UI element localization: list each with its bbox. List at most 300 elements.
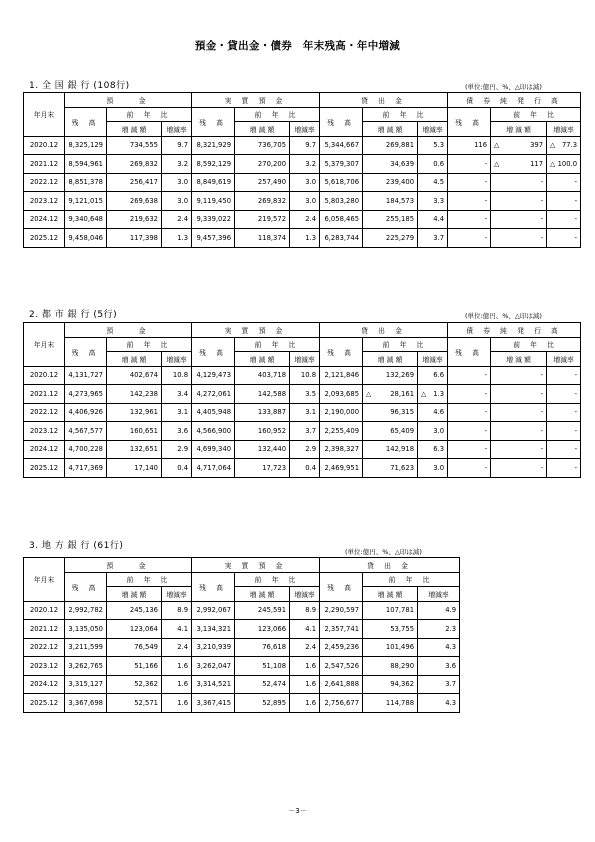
table-row	[24, 675, 460, 694]
deposit-change: 52,571	[107, 694, 162, 713]
deposit-change: 256,417	[107, 173, 162, 192]
loan-change: 225,279	[363, 229, 418, 248]
real-deposit-balance: 3,367,415	[192, 694, 235, 713]
loan-rate-value: 1.3	[433, 389, 445, 398]
loan-balance: 6,058,465	[320, 210, 363, 229]
deposit-rate: 1.3	[162, 229, 192, 248]
header-balance: 残 高	[65, 572, 107, 601]
real-deposit-change: 245,591	[235, 601, 290, 620]
deposit-rate: 3.1	[162, 403, 192, 422]
table-row	[24, 192, 581, 211]
header-amount: 増 減 額	[235, 122, 290, 137]
loan-balance: 5,803,280	[320, 192, 363, 211]
year-cell: 2021.12	[24, 155, 65, 174]
real-deposit-rate: 3.1	[290, 403, 320, 422]
loan-change: 107,781	[363, 601, 418, 620]
real-deposit-balance: 4,566,900	[192, 422, 235, 441]
real-deposit-change: 269,832	[235, 192, 290, 211]
real-deposit-rate: 1.3	[290, 229, 320, 248]
section-3-unit: (単位:億円、%、△印は減)	[345, 548, 422, 556]
bond-rate: -	[547, 366, 581, 385]
header-real-deposit: 実 質 預 金	[192, 558, 320, 573]
loan-change-value: 71,623	[390, 463, 415, 472]
decrease-mark: △	[366, 389, 372, 398]
loan-change-value: 142,918	[385, 445, 415, 454]
bond-change	[491, 155, 547, 174]
header-bond: 債 券 純 発 行 高	[448, 323, 581, 338]
loan-rate: 4.5	[418, 173, 448, 192]
table-row	[24, 422, 581, 441]
real-deposit-balance: 8,321,929	[192, 136, 235, 155]
year-cell: 2020.12	[24, 136, 65, 155]
deposit-change: 142,238	[107, 385, 162, 404]
real-deposit-change: 736,705	[235, 136, 290, 155]
header-balance: 残 高	[320, 107, 363, 136]
loan-rate	[418, 440, 448, 459]
loan-change-value: 65,409	[390, 426, 415, 435]
real-deposit-change: 403,718	[235, 366, 290, 385]
bond-balance: -	[448, 173, 491, 192]
loan-balance: 2,756,677	[320, 694, 363, 713]
header-amount: 増 減 額	[235, 587, 290, 602]
real-deposit-rate: 2.4	[290, 210, 320, 229]
real-deposit-rate: 9.7	[290, 136, 320, 155]
header-amount: 増 減 額	[491, 352, 547, 367]
deposit-balance: 4,131,727	[65, 366, 107, 385]
real-deposit-change: 270,200	[235, 155, 290, 174]
header-real-deposit: 実 質 預 金	[192, 93, 320, 108]
header-amount: 増 減 額	[235, 352, 290, 367]
deposit-change: 117,398	[107, 229, 162, 248]
deposit-change: 123,064	[107, 620, 162, 639]
deposit-rate: 0.4	[162, 459, 192, 478]
year-cell: 2020.12	[24, 366, 65, 385]
header-amount: 増 減 額	[107, 587, 162, 602]
deposit-change: 17,140	[107, 459, 162, 478]
deposit-change: 269,638	[107, 192, 162, 211]
page-number: －3－	[288, 807, 307, 815]
loan-change: 184,573	[363, 192, 418, 211]
deposit-balance: 2,992,782	[65, 601, 107, 620]
real-deposit-rate: 2.9	[290, 440, 320, 459]
bond-balance: -	[448, 229, 491, 248]
section-1-heading: 1. 全 国 銀 行 (108行)	[29, 81, 130, 91]
bond-rate-value: -	[574, 233, 578, 242]
table-row	[24, 403, 581, 422]
real-deposit-change: 123,066	[235, 620, 290, 639]
real-deposit-rate: 3.2	[290, 155, 320, 174]
year-cell: 2024.12	[24, 440, 65, 459]
deposit-change: 52,362	[107, 675, 162, 694]
bond-balance: -	[448, 192, 491, 211]
real-deposit-change: 17,723	[235, 459, 290, 478]
bond-balance: 116	[448, 136, 491, 155]
bond-change-value: -	[540, 233, 544, 242]
loan-balance: 2,093,685	[320, 385, 363, 404]
deposit-rate: 3.0	[162, 192, 192, 211]
year-cell: 2020.12	[24, 601, 65, 620]
loan-change: 269,881	[363, 136, 418, 155]
real-deposit-balance: 3,210,939	[192, 638, 235, 657]
real-deposit-change: 76,618	[235, 638, 290, 657]
table-row	[24, 366, 581, 385]
year-cell: 2024.12	[24, 675, 65, 694]
header-yoy: 前 年 比	[107, 572, 192, 587]
loan-rate: 4.9	[418, 601, 460, 620]
deposit-balance: 4,567,577	[65, 422, 107, 441]
real-deposit-rate: 1.6	[290, 675, 320, 694]
table-row	[24, 136, 581, 155]
header-yoy: 前 年 比	[235, 107, 320, 122]
loan-rate: 3.7	[418, 229, 448, 248]
bond-rate: -	[547, 440, 581, 459]
decrease-mark: △	[494, 141, 500, 150]
table-row	[24, 459, 581, 478]
header-balance: 残 高	[192, 572, 235, 601]
header-year: 年月末	[24, 93, 65, 137]
deposit-balance: 9,121,015	[65, 192, 107, 211]
year-cell: 2024.12	[24, 210, 65, 229]
real-deposit-change: 257,490	[235, 173, 290, 192]
header-rate: 増減率	[547, 352, 581, 367]
header-rate: 増減率	[418, 352, 448, 367]
deposit-change: 269,832	[107, 155, 162, 174]
bond-change	[491, 210, 547, 229]
loan-change: 101,496	[363, 638, 418, 657]
header-rate: 増減率	[162, 587, 192, 602]
deposit-rate: 4.1	[162, 620, 192, 639]
bond-change: -	[491, 440, 547, 459]
deposit-rate: 3.4	[162, 385, 192, 404]
real-deposit-change: 219,572	[235, 210, 290, 229]
header-yoy: 前 年 比	[363, 572, 460, 587]
real-deposit-rate: 8.9	[290, 601, 320, 620]
bond-change	[491, 229, 547, 248]
year-cell: 2022.12	[24, 173, 65, 192]
header-yoy: 前 年 比	[107, 107, 192, 122]
section-2-heading: 2. 都 市 銀 行 (5行)	[29, 310, 118, 320]
deposit-balance: 3,211,599	[65, 638, 107, 657]
deposit-balance: 3,367,698	[65, 694, 107, 713]
loan-change: 88,290	[363, 657, 418, 676]
loan-rate: 4.3	[418, 638, 460, 657]
deposit-rate: 9.7	[162, 136, 192, 155]
decrease-mark: △	[494, 159, 500, 168]
bond-rate-value: -	[574, 215, 578, 224]
real-deposit-rate: 3.7	[290, 422, 320, 441]
bond-change: -	[491, 403, 547, 422]
table-row	[24, 173, 581, 192]
real-deposit-balance: 2,992,067	[192, 601, 235, 620]
bond-balance: -	[448, 459, 491, 478]
loan-change	[363, 366, 418, 385]
bond-balance: -	[448, 403, 491, 422]
deposit-rate: 2.4	[162, 638, 192, 657]
deposit-rate: 2.9	[162, 440, 192, 459]
bond-balance: -	[448, 210, 491, 229]
loan-change: 239,400	[363, 173, 418, 192]
deposit-balance: 4,700,228	[65, 440, 107, 459]
deposit-balance: 8,594,961	[65, 155, 107, 174]
table-row	[24, 440, 581, 459]
year-cell: 2025.12	[24, 694, 65, 713]
real-deposit-balance: 8,592,129	[192, 155, 235, 174]
bond-rate-value: 77.3	[561, 141, 578, 150]
deposit-change: 245,136	[107, 601, 162, 620]
real-deposit-balance: 4,717,064	[192, 459, 235, 478]
section-2-unit: (単位:億円、%、△印は減)	[465, 312, 542, 320]
real-deposit-change: 132,440	[235, 440, 290, 459]
bond-change: -	[491, 459, 547, 478]
header-amount: 増 減 額	[491, 122, 547, 137]
header-amount: 増 減 額	[107, 352, 162, 367]
bond-change-value: -	[540, 178, 544, 187]
header-deposit: 預 金	[65, 323, 192, 338]
real-deposit-balance: 4,405,948	[192, 403, 235, 422]
table-row	[24, 229, 581, 248]
deposit-balance: 3,262,765	[65, 657, 107, 676]
real-deposit-change: 51,108	[235, 657, 290, 676]
year-cell: 2022.12	[24, 403, 65, 422]
real-deposit-rate: 0.4	[290, 459, 320, 478]
loan-change-value: 132,269	[385, 371, 415, 380]
bond-change	[491, 192, 547, 211]
deposit-change: 132,651	[107, 440, 162, 459]
loan-rate	[418, 459, 448, 478]
table-row	[24, 210, 581, 229]
year-cell: 2025.12	[24, 229, 65, 248]
real-deposit-change: 160,952	[235, 422, 290, 441]
loan-balance: 2,190,000	[320, 403, 363, 422]
real-deposit-rate: 4.1	[290, 620, 320, 639]
table-row	[24, 620, 460, 639]
loan-balance: 2,121,846	[320, 366, 363, 385]
bond-change-value: -	[540, 215, 544, 224]
loan-balance: 5,618,706	[320, 173, 363, 192]
deposit-change: 734,555	[107, 136, 162, 155]
header-balance: 残 高	[320, 572, 363, 601]
header-yoy: 前 年 比	[491, 107, 581, 122]
deposit-balance: 8,851,378	[65, 173, 107, 192]
section-1-unit: (単位:億円、%、△印は減)	[465, 83, 542, 91]
table-row	[24, 638, 460, 657]
deposit-balance: 4,406,926	[65, 403, 107, 422]
section-2-table	[23, 322, 581, 478]
loan-rate	[418, 366, 448, 385]
header-yoy: 前 年 比	[363, 337, 448, 352]
bond-balance: -	[448, 422, 491, 441]
real-deposit-rate: 2.4	[290, 638, 320, 657]
loan-change: 255,185	[363, 210, 418, 229]
table-row	[24, 601, 460, 620]
table-row	[24, 155, 581, 174]
header-amount: 増 減 額	[363, 352, 418, 367]
real-deposit-change: 142,588	[235, 385, 290, 404]
year-cell: 2023.12	[24, 657, 65, 676]
loan-balance: 5,379,307	[320, 155, 363, 174]
bond-rate-value: -	[574, 196, 578, 205]
bond-rate	[547, 173, 581, 192]
loan-change: 114,788	[363, 694, 418, 713]
loan-rate: 4.3	[418, 694, 460, 713]
bond-change	[491, 136, 547, 155]
deposit-rate: 10.8	[162, 366, 192, 385]
header-bond: 債 券 純 発 行 高	[448, 93, 581, 108]
header-rate: 増減率	[418, 122, 448, 137]
header-rate: 増減率	[418, 587, 460, 602]
header-year: 年月末	[24, 323, 65, 367]
deposit-balance: 9,458,046	[65, 229, 107, 248]
loan-change: 94,362	[363, 675, 418, 694]
loan-rate-value: 6.6	[433, 371, 445, 380]
deposit-balance: 3,135,050	[65, 620, 107, 639]
bond-change-value: -	[540, 196, 544, 205]
header-rate: 増減率	[162, 352, 192, 367]
real-deposit-change: 52,895	[235, 694, 290, 713]
loan-rate: 3.6	[418, 657, 460, 676]
loan-change	[363, 459, 418, 478]
loan-change-value: 96,315	[390, 408, 415, 417]
header-balance: 残 高	[65, 337, 107, 366]
document-title: 預金・貸出金・債券 年末残高・年中増減	[194, 40, 401, 52]
real-deposit-balance: 9,119,450	[192, 192, 235, 211]
bond-balance: -	[448, 385, 491, 404]
header-loan: 貸 出 金	[320, 558, 460, 573]
bond-rate-value: 100.0	[557, 159, 578, 168]
deposit-change: 402,674	[107, 366, 162, 385]
real-deposit-balance: 3,134,321	[192, 620, 235, 639]
loan-balance: 2,398,327	[320, 440, 363, 459]
table-row	[24, 694, 460, 713]
real-deposit-rate: 1.6	[290, 694, 320, 713]
header-loan: 貸 出 金	[320, 93, 448, 108]
bond-change: -	[491, 385, 547, 404]
loan-change	[363, 403, 418, 422]
loan-rate: 0.6	[418, 155, 448, 174]
loan-balance: 2,357,741	[320, 620, 363, 639]
bond-rate: -	[547, 385, 581, 404]
loan-balance: 2,469,951	[320, 459, 363, 478]
deposit-change: 76,549	[107, 638, 162, 657]
loan-rate	[418, 422, 448, 441]
header-balance: 残 高	[448, 107, 491, 136]
bond-balance: -	[448, 366, 491, 385]
section-1-table	[23, 92, 581, 248]
loan-rate: 2.3	[418, 620, 460, 639]
deposit-balance: 9,340,648	[65, 210, 107, 229]
year-cell: 2021.12	[24, 385, 65, 404]
section-3-table	[23, 557, 460, 713]
real-deposit-balance: 9,339,022	[192, 210, 235, 229]
bond-rate	[547, 192, 581, 211]
bond-change: -	[491, 422, 547, 441]
deposit-rate: 2.4	[162, 210, 192, 229]
bond-balance: -	[448, 155, 491, 174]
year-cell: 2023.12	[24, 422, 65, 441]
deposit-rate: 8.9	[162, 601, 192, 620]
header-yoy: 前 年 比	[235, 337, 320, 352]
real-deposit-change: 118,374	[235, 229, 290, 248]
bond-rate: -	[547, 459, 581, 478]
loan-rate: 5.3	[418, 136, 448, 155]
header-deposit: 預 金	[65, 93, 192, 108]
deposit-balance: 3,315,127	[65, 675, 107, 694]
real-deposit-rate: 3.0	[290, 173, 320, 192]
loan-change-value: 28,161	[390, 389, 415, 398]
bond-rate-value: -	[574, 178, 578, 187]
loan-change	[363, 422, 418, 441]
loan-rate-value: 3.0	[433, 426, 445, 435]
bond-balance: -	[448, 440, 491, 459]
bond-rate	[547, 155, 581, 174]
header-balance: 残 高	[192, 337, 235, 366]
year-cell: 2023.12	[24, 192, 65, 211]
deposit-change: 219,632	[107, 210, 162, 229]
header-balance: 残 高	[448, 337, 491, 366]
loan-balance: 2,255,409	[320, 422, 363, 441]
header-yoy: 前 年 比	[235, 572, 320, 587]
bond-change	[491, 173, 547, 192]
deposit-balance: 4,717,369	[65, 459, 107, 478]
table-row	[24, 657, 460, 676]
header-amount: 増 減 額	[363, 587, 418, 602]
deposit-rate: 3.0	[162, 173, 192, 192]
header-balance: 残 高	[192, 107, 235, 136]
loan-rate: 3.3	[418, 192, 448, 211]
real-deposit-balance: 8,849,619	[192, 173, 235, 192]
loan-rate-value: 6.3	[433, 445, 445, 454]
header-balance: 残 高	[320, 337, 363, 366]
real-deposit-balance: 4,272,061	[192, 385, 235, 404]
header-rate: 増減率	[290, 122, 320, 137]
loan-rate	[418, 385, 448, 404]
bond-rate	[547, 136, 581, 155]
header-rate: 増減率	[162, 122, 192, 137]
year-cell: 2022.12	[24, 638, 65, 657]
deposit-rate: 1.6	[162, 657, 192, 676]
header-rate: 増減率	[290, 352, 320, 367]
loan-rate-value: 4.6	[433, 408, 445, 417]
loan-balance: 5,344,667	[320, 136, 363, 155]
decrease-mark: △	[421, 389, 427, 398]
loan-rate: 4.4	[418, 210, 448, 229]
real-deposit-change: 52,474	[235, 675, 290, 694]
section-3-heading: 3. 地 方 銀 行 (61行)	[29, 541, 124, 551]
header-loan: 貸 出 金	[320, 323, 448, 338]
deposit-balance: 8,325,129	[65, 136, 107, 155]
loan-rate: 3.7	[418, 675, 460, 694]
decrease-mark: △	[550, 159, 556, 168]
header-real-deposit: 実 質 預 金	[192, 323, 320, 338]
loan-change	[363, 385, 418, 404]
bond-rate	[547, 229, 581, 248]
bond-change-value: 397	[530, 141, 544, 150]
real-deposit-rate: 1.6	[290, 657, 320, 676]
deposit-change: 51,166	[107, 657, 162, 676]
real-deposit-balance: 4,129,473	[192, 366, 235, 385]
bond-rate	[547, 210, 581, 229]
loan-balance: 2,641,888	[320, 675, 363, 694]
header-amount: 増 減 額	[107, 122, 162, 137]
real-deposit-rate: 3.5	[290, 385, 320, 404]
real-deposit-balance: 4,699,340	[192, 440, 235, 459]
deposit-rate: 3.2	[162, 155, 192, 174]
loan-change	[363, 440, 418, 459]
loan-change: 53,755	[363, 620, 418, 639]
year-cell: 2021.12	[24, 620, 65, 639]
loan-rate-value: 3.0	[433, 463, 445, 472]
real-deposit-balance: 3,262,047	[192, 657, 235, 676]
